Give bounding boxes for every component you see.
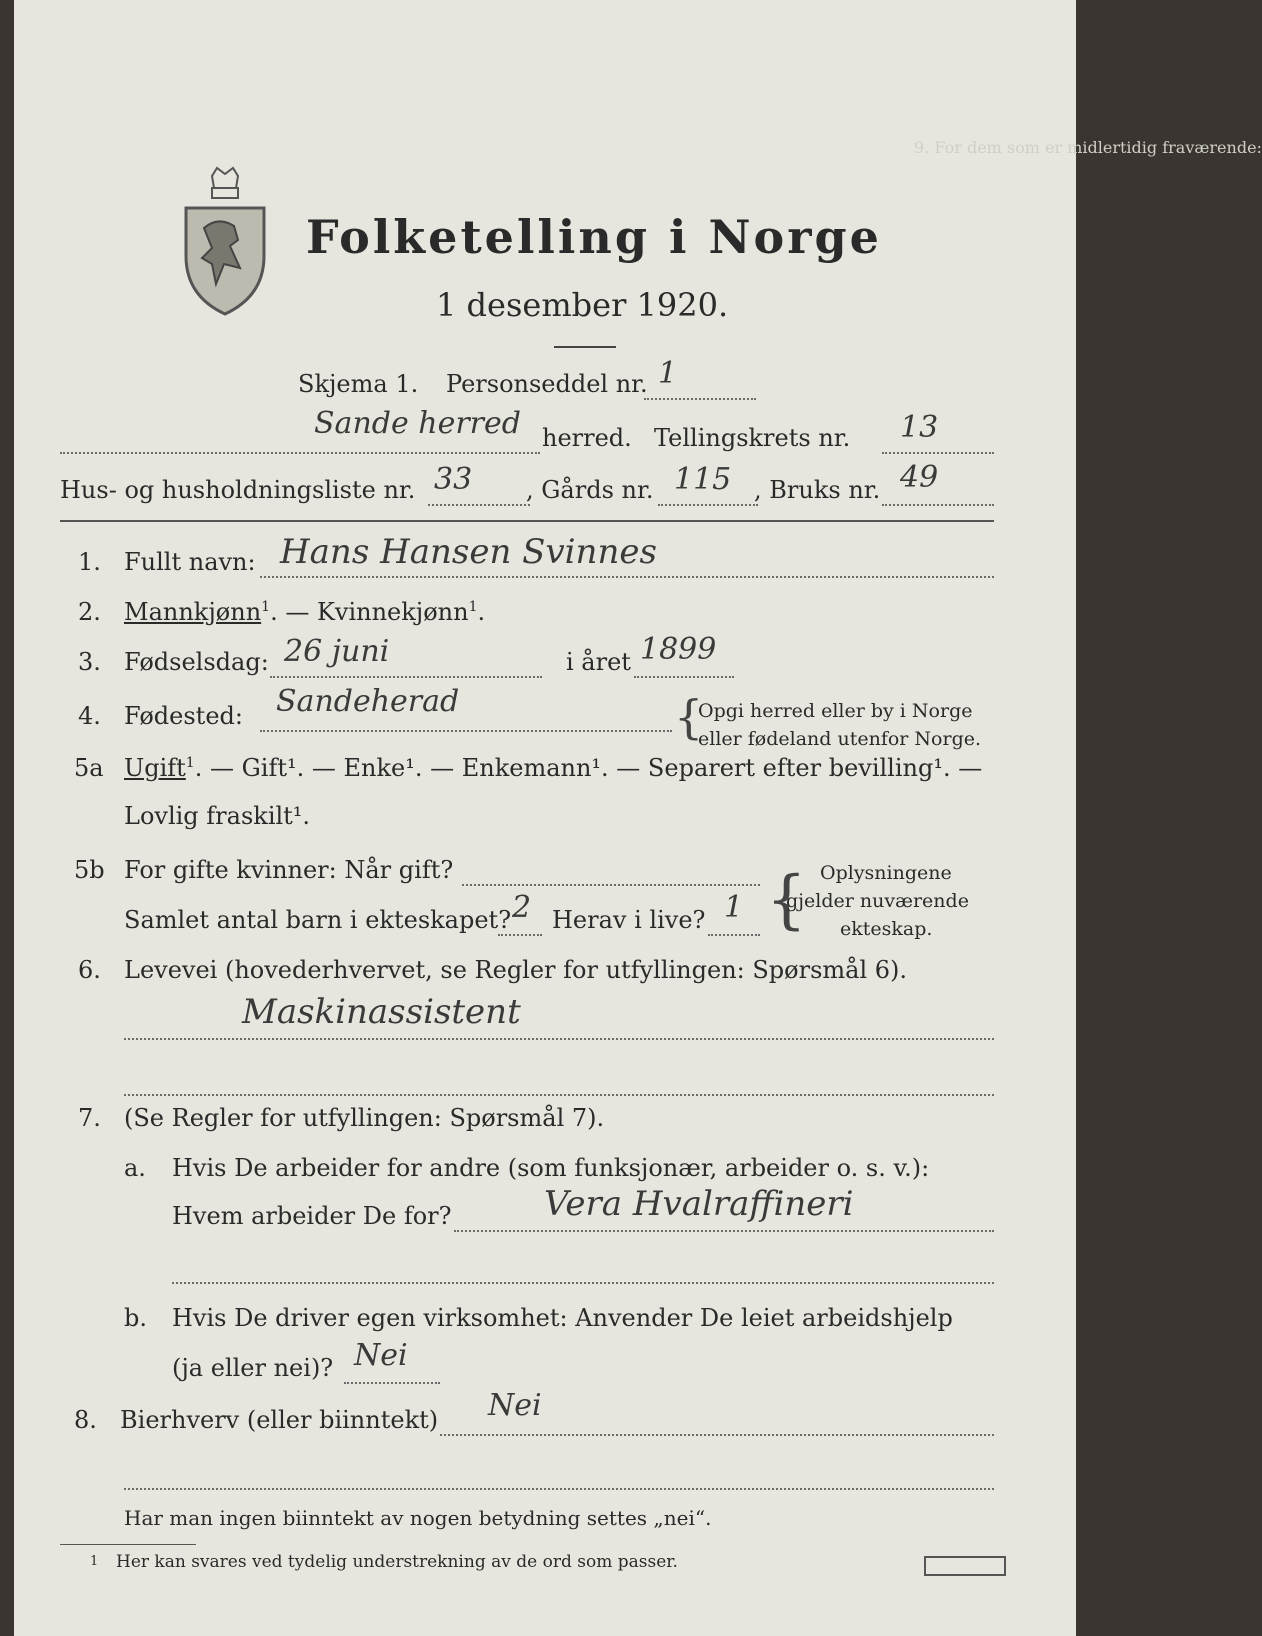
herred-line <box>60 452 540 454</box>
side-income-line-1 <box>440 1434 994 1436</box>
footnote-marker: 1 <box>468 599 478 615</box>
gender-options <box>124 598 485 626</box>
hus-label: Hus- og husholdningsliste nr. <box>60 476 416 504</box>
side-income-line-2 <box>124 1488 994 1490</box>
tellingskrets-label: Tellingskrets nr. <box>654 424 851 452</box>
herred-value[interactable]: Sande herred <box>314 406 521 441</box>
footnote-number: 1 <box>90 1554 99 1569</box>
marital-divorced-option[interactable]: Lovlig fraskilt¹. <box>124 802 311 830</box>
birth-year-line <box>634 676 734 678</box>
marital-status-options <box>124 754 982 782</box>
q7-label: (Se Regler for utfyllingen: Spørsmål 7). <box>124 1104 605 1132</box>
hired-help-value[interactable]: Nei <box>354 1338 408 1373</box>
bruks-value[interactable]: 49 <box>900 460 939 495</box>
q1-number: 1. <box>78 548 101 576</box>
skjema-label: Skjema 1. <box>298 370 419 398</box>
employer-label: Hvem arbeider De for? <box>172 1202 452 1230</box>
gender-female-option[interactable]: Kvinnekjønn <box>316 598 469 626</box>
herred-label: herred. <box>542 424 632 452</box>
employer-line-1 <box>454 1230 994 1232</box>
occupation-label: Levevei (hovederhvervet, se Regler for utfyllingen: Spørsmål 6). <box>124 956 908 984</box>
marriage-note-2: gjelder nuværende <box>786 890 969 912</box>
form-title: Folketelling i Norge <box>306 210 882 264</box>
footnote-marker: 1 <box>261 599 271 615</box>
birthplace-value[interactable]: Sandeherad <box>276 684 460 719</box>
q4-number: 4. <box>78 702 101 730</box>
bruks-line <box>882 504 994 506</box>
q3-number: 3. <box>78 648 101 676</box>
occupation-value[interactable]: Maskinassistent <box>242 992 521 1032</box>
q2-number: 2. <box>78 598 101 626</box>
note-brace: { <box>674 690 704 744</box>
children-alive-line <box>708 934 760 936</box>
full-name-value[interactable]: Hans Hansen Svinnes <box>280 532 657 572</box>
personseddel-value[interactable]: 1 <box>658 356 678 391</box>
birthplace-label: Fødested: <box>124 702 243 730</box>
footnote-marker: 1 <box>185 755 195 771</box>
own-business-label: Hvis De driver egen virksomhet: Anvender De leiet arbeidshjelp <box>172 1304 953 1332</box>
q5a-number: 5a <box>74 754 104 782</box>
works-for-others-label: Hvis De arbeider for andre (som funksjonær, arbeider o. s. v.): <box>172 1154 930 1182</box>
marriage-note-1: Oplysningene <box>820 862 952 884</box>
married-when-label: For gifte kvinner: Når gift? <box>124 856 454 884</box>
birth-year-label: i året <box>566 648 631 676</box>
hus-value[interactable]: 33 <box>434 462 473 497</box>
birthdate-line <box>270 676 542 678</box>
bleed-through-text: 9. For dem som er midlertidig fraværende: <box>914 138 1262 157</box>
full-name-line <box>260 576 994 578</box>
q6-number: 6. <box>78 956 101 984</box>
occupation-line-1 <box>124 1038 994 1040</box>
q8-number: 8. <box>74 1406 97 1434</box>
tellingskrets-line <box>882 452 994 454</box>
full-name-label: Fullt navn: <box>124 548 256 576</box>
marriage-note-3: ekteskap. <box>840 918 933 940</box>
married-when-line <box>462 884 760 886</box>
birthdate-label: Fødselsdag: <box>124 648 269 676</box>
gards-value[interactable]: 115 <box>674 462 732 497</box>
gender-separator: . — <box>270 598 317 626</box>
q7a-letter: a. <box>124 1154 146 1182</box>
gards-line <box>658 504 758 506</box>
income-note: Har man ingen biinntekt av nogen betydning settes „nei“. <box>124 1506 712 1530</box>
footnote-divider <box>60 1544 196 1545</box>
birth-year-value[interactable]: 1899 <box>640 632 717 667</box>
title-divider <box>554 346 616 348</box>
children-alive-label: Herav i live? <box>552 906 706 934</box>
children-total-label: Samlet antal barn i ekteskapet? <box>124 906 512 934</box>
census-form-page <box>14 0 1262 1636</box>
tellingskrets-value[interactable]: 13 <box>900 410 939 445</box>
occupation-line-2 <box>124 1094 994 1096</box>
printer-stamp <box>924 1556 1006 1576</box>
q7b-letter: b. <box>124 1304 147 1332</box>
gender-end: . <box>477 598 486 626</box>
bruks-label: , Bruks nr. <box>754 476 881 504</box>
birthplace-note-1: Opgi herred eller by i Norge <box>698 700 973 722</box>
note-brace: { <box>766 863 807 937</box>
q7-number: 7. <box>78 1104 101 1132</box>
marital-ugift-option[interactable]: Ugift <box>124 754 186 782</box>
gender-male-option[interactable]: Mannkjønn <box>124 598 262 626</box>
personseddel-line <box>644 398 756 400</box>
hus-line <box>428 504 530 506</box>
marital-other-options[interactable]: . — Gift¹. — Enke¹. — Enkemann¹. — Separert efter bevilling¹. — <box>194 754 983 782</box>
header-divider <box>60 520 994 522</box>
census-date: 1 desember 1920. <box>436 286 729 324</box>
q5b-number: 5b <box>74 856 105 884</box>
gards-label: , Gårds nr. <box>526 476 654 504</box>
employer-value[interactable]: Vera Hvalraffineri <box>544 1184 854 1224</box>
hired-help-label: (ja eller nei)? <box>172 1354 334 1382</box>
personseddel-label: Personseddel nr. <box>446 370 648 398</box>
birthplace-line <box>260 730 672 732</box>
children-total-value[interactable]: 2 <box>512 890 532 925</box>
norway-coat-of-arms-icon <box>182 168 268 316</box>
employer-line-2 <box>172 1282 994 1284</box>
children-alive-value[interactable]: 1 <box>724 890 744 925</box>
side-income-label: Bierhverv (eller biinntekt) <box>120 1406 439 1434</box>
children-total-line <box>498 934 542 936</box>
side-income-value[interactable]: Nei <box>488 1388 542 1423</box>
birthdate-value[interactable]: 26 juni <box>284 634 390 669</box>
hired-help-line <box>344 1382 440 1384</box>
birthplace-note-2: eller fødeland utenfor Norge. <box>698 728 982 750</box>
footnote-text: Her kan svares ved tydelig understrekning av de ord som passer. <box>116 1552 678 1572</box>
